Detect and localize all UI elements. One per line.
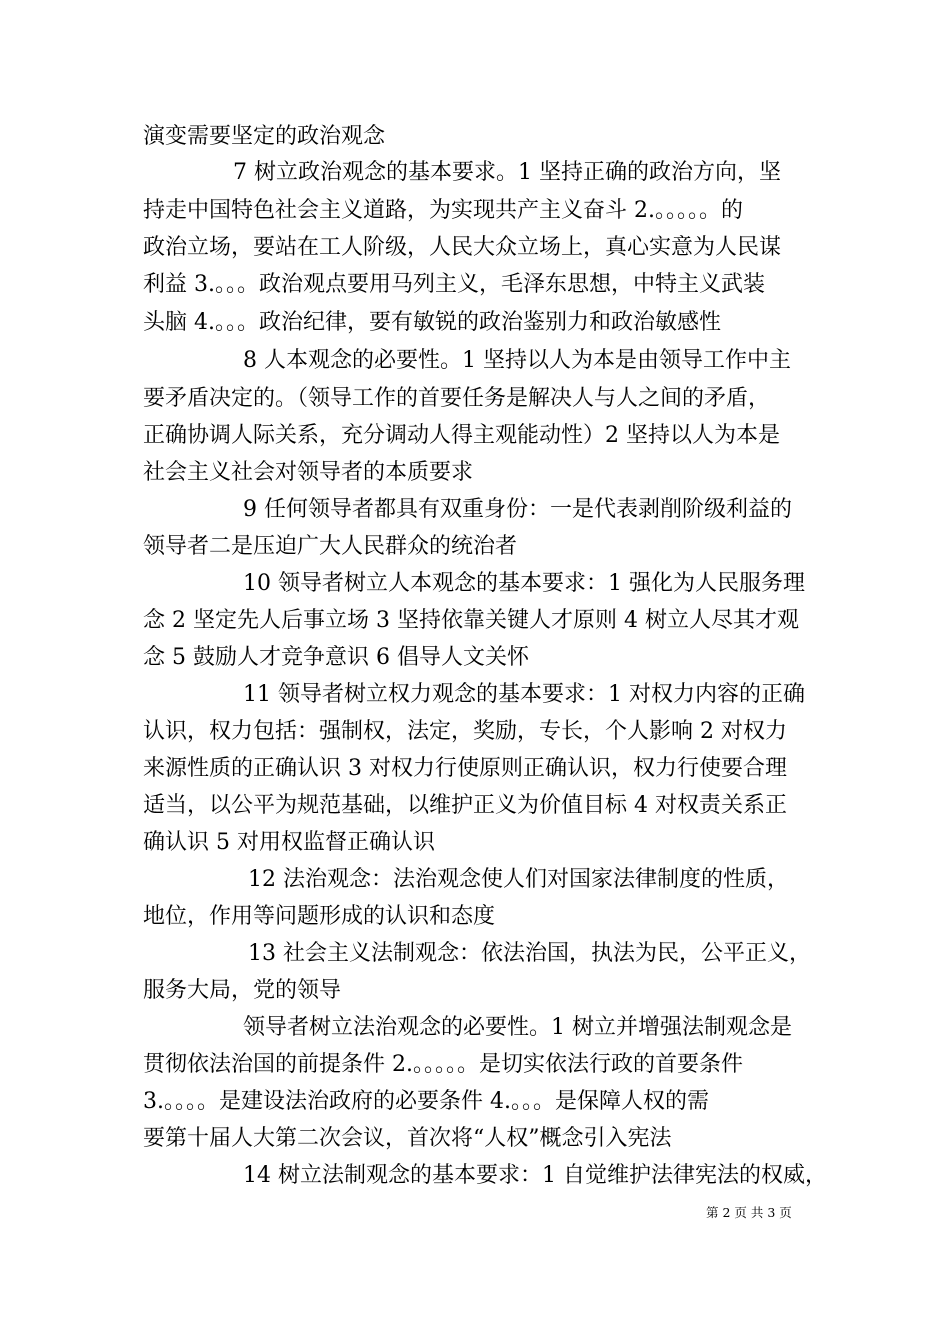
text-line: 来源性质的正确认识 3 对权力行使原则正确认识，权力行使要合理 [143,756,787,781]
text-line: 念 5 鼓励人才竞争意识 6 倡导人文关怀 [143,645,529,670]
text-line: 适当，以公平为规范基础，以维护正义为价值目标 4 对权责关系正 [143,793,787,818]
text-line: 11 领导者树立权力观念的基本要求：1 对权力内容的正确 [243,682,805,707]
page-number-footer: 第 2 页 共 3 页 [706,1205,792,1220]
text-line: 要矛盾决定的。（领导工作的首要任务是解决人与人之间的矛盾， [143,386,771,411]
text-line: 社会主义社会对领导者的本质要求 [143,460,474,485]
text-line: 13 社会主义法制观念：依法治国，执法为民，公平正义， [248,941,811,966]
text-line: 认识，权力包括：强制权，法定，奖励，专长，个人影响 2 对权力 [143,719,787,744]
text-line: 念 2 坚定先人后事立场 3 坚持依靠关键人才原则 4 树立人尽其才观 [143,608,799,633]
text-line: 14 树立法制观念的基本要求：1 自觉维护法律宪法的权威， [243,1163,827,1188]
text-line: 12 法治观念：法治观念使人们对国家法律制度的性质， [248,867,789,892]
text-line: 10 领导者树立人本观念的基本要求：1 强化为人民服务理 [243,571,805,596]
text-line: 确认识 5 对用权监督正确认识 [143,830,435,855]
text-line: 3.。。。。是建设法治政府的必要条件 4.。。。是保障人权的需 [143,1089,709,1114]
text-line: 7 树立政治观念的基本要求。1 坚持正确的政治方向，坚 [233,160,781,185]
text-line: 领导者二是压迫广大人民群众的统治者 [143,534,518,559]
text-line: 演变需要坚定的政治观念 [143,124,386,149]
text-line: 政治立场，要站在工人阶级，人民大众立场上，真心实意为人民谋 [143,235,782,260]
text-line: 利益 3.。。。政治观点要用马列主义，毛泽东思想，中特主义武装 [143,272,765,297]
text-line: 8 人本观念的必要性。1 坚持以人为本是由领导工作中主 [243,348,791,373]
text-line: 持走中国特色社会主义道路，为实现共产主义奋斗 2.。。。。。的 [143,198,743,223]
text-line: 头脑 4.。。。政治纪律，要有敏锐的政治鉴别力和政治敏感性 [143,310,721,335]
text-line: 服务大局，党的领导 [143,978,342,1003]
text-line: 贯彻依法治国的前提条件 2.。。。。。是切实依法行政的首要条件 [143,1052,743,1077]
text-line: 正确协调人际关系，充分调动人得主观能动性）2 坚持以人为本是 [143,423,780,448]
text-line: 9 任何领导者都具有双重身份：一是代表剥削阶级利益的 [243,497,792,522]
text-line: 地位，作用等问题形成的认识和态度 [143,904,496,929]
text-line: 领导者树立法治观念的必要性。1 树立并增强法制观念是 [243,1015,792,1040]
text-line: 要第十届人大第二次会议，首次将“人权”概念引入宪法 [143,1126,672,1151]
